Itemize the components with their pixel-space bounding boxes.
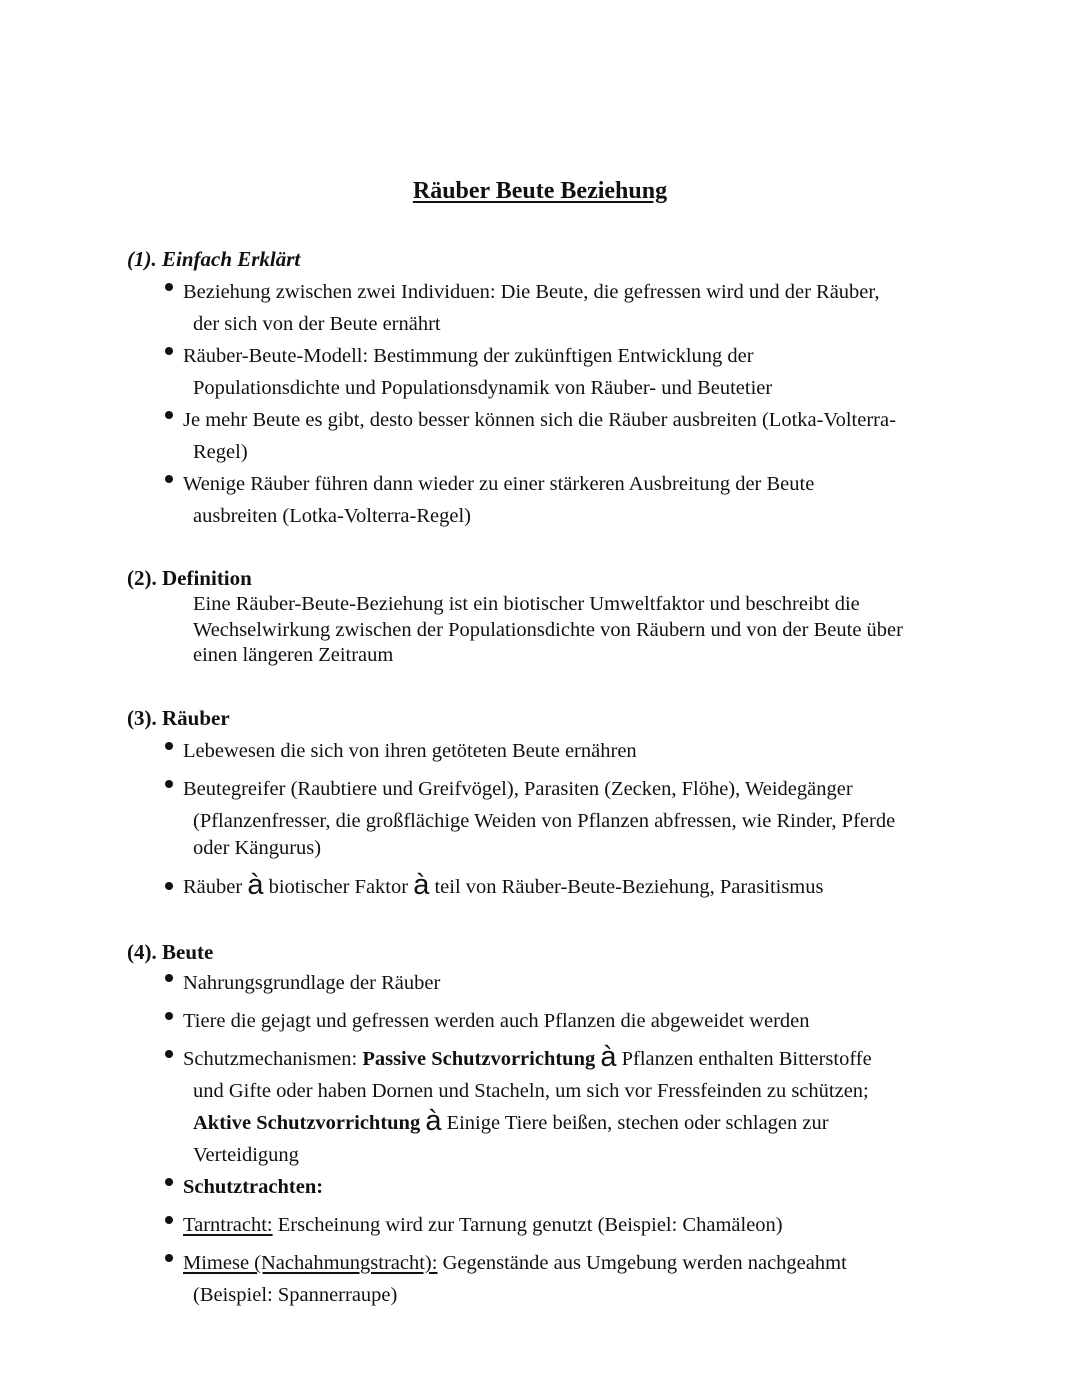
section-heading: (3). Räuber bbox=[127, 706, 230, 730]
section-heading: (1). Einfach Erklärt bbox=[127, 247, 301, 271]
arrow-icon: à bbox=[600, 1041, 617, 1073]
section-heading: (4). Beute bbox=[127, 940, 214, 964]
bullet-icon bbox=[165, 1012, 173, 1020]
list-item: Nahrungsgrundlage der Räuber bbox=[127, 967, 967, 999]
list-item: Räuber à biotischer Faktor à teil von Räuber-Beute-Beziehung, Parasitismus bbox=[127, 869, 967, 905]
bullet-list bbox=[127, 276, 967, 532]
list-item: Schutzmechanismen: Passive Schutzvorrichtung à Pflanzen enthalten Bitterstoffe und Gifte oder haben Dornen und Stacheln, um sich vor Fressfeinden zu schützen; Aktive Schutzvorrichtung à Einige Tiere beißen, stechen oder schlagen zur Verteidigung bbox=[127, 1043, 967, 1171]
list-item: Tarntracht: Erscheinung wird zur Tarnung genutzt (Beispiel: Chamäleon) bbox=[127, 1209, 967, 1241]
section-beute bbox=[127, 938, 967, 1311]
list-item: Räuber-Beute-Modell: Bestimmung der zukünftigen Entwicklung der Populationsdichte und Populationsdynamik von Räuber- und Beutetier bbox=[127, 340, 967, 404]
arrow-icon: à bbox=[413, 869, 430, 901]
bullet-icon bbox=[165, 347, 173, 355]
list-item: Tiere die gejagt und gefressen werden auch Pflanzen die abgeweidet werden bbox=[127, 1005, 967, 1037]
arrow-icon: à bbox=[247, 869, 264, 901]
bullet-icon bbox=[165, 1216, 173, 1224]
list-item: Beutegreifer (Raubtiere und Greifvögel), Parasiten (Zecken, Flöhe), Weidegänger (Pflanzenfresser, die großflächige Weiden von Pflanzen abfressen, wie Rinder, Pferde oder Kängurus) bbox=[127, 773, 967, 859]
bullet-icon bbox=[165, 1254, 173, 1262]
bullet-icon bbox=[165, 742, 173, 750]
list-item: Lebewesen die sich von ihren getöteten Beute ernähren bbox=[127, 735, 967, 767]
bullet-icon bbox=[165, 780, 173, 788]
bullet-icon bbox=[165, 283, 173, 291]
bullet-icon bbox=[165, 974, 173, 982]
bullet-icon bbox=[165, 882, 173, 890]
bullet-icon bbox=[165, 475, 173, 483]
bullet-list bbox=[127, 967, 967, 1311]
list-item: Mimese (Nachahmungstracht): Gegenstände aus Umgebung werden nachgeahmt (Beispiel: Spannerraupe) bbox=[127, 1247, 967, 1311]
bullet-icon bbox=[165, 1050, 173, 1058]
bullet-icon bbox=[165, 411, 173, 419]
section-heading: (2). Definition bbox=[127, 566, 252, 590]
list-item: Schutztrachten: bbox=[127, 1171, 967, 1203]
list-item: Beziehung zwischen zwei Individuen: Die Beute, die gefressen wird und der Räuber, der sich von der Beute ernährt bbox=[127, 276, 967, 340]
section-definition bbox=[127, 564, 967, 669]
definition-paragraph: Eine Räuber-Beute-Beziehung ist ein biotischer Umweltfaktor und beschreibt die Wechselwirkung zwischen der Populationsdichte von Räubern und von der Beute über einen längeren Zeitraum bbox=[193, 593, 903, 666]
page-title: Räuber Beute Beziehung bbox=[412, 178, 668, 204]
bullet-list bbox=[127, 735, 967, 905]
arrow-icon: à bbox=[425, 1105, 442, 1137]
bullet-icon bbox=[165, 1178, 173, 1186]
list-item: Wenige Räuber führen dann wieder zu einer stärkeren Ausbreitung der Beute ausbreiten (Lotka-Volterra-Regel) bbox=[127, 468, 967, 532]
section-raeuber bbox=[127, 704, 967, 905]
section-einfach-erklaert bbox=[127, 245, 967, 532]
list-item: Je mehr Beute es gibt, desto besser können sich die Räuber ausbreiten (Lotka-Volterra- Regel) bbox=[127, 404, 967, 468]
